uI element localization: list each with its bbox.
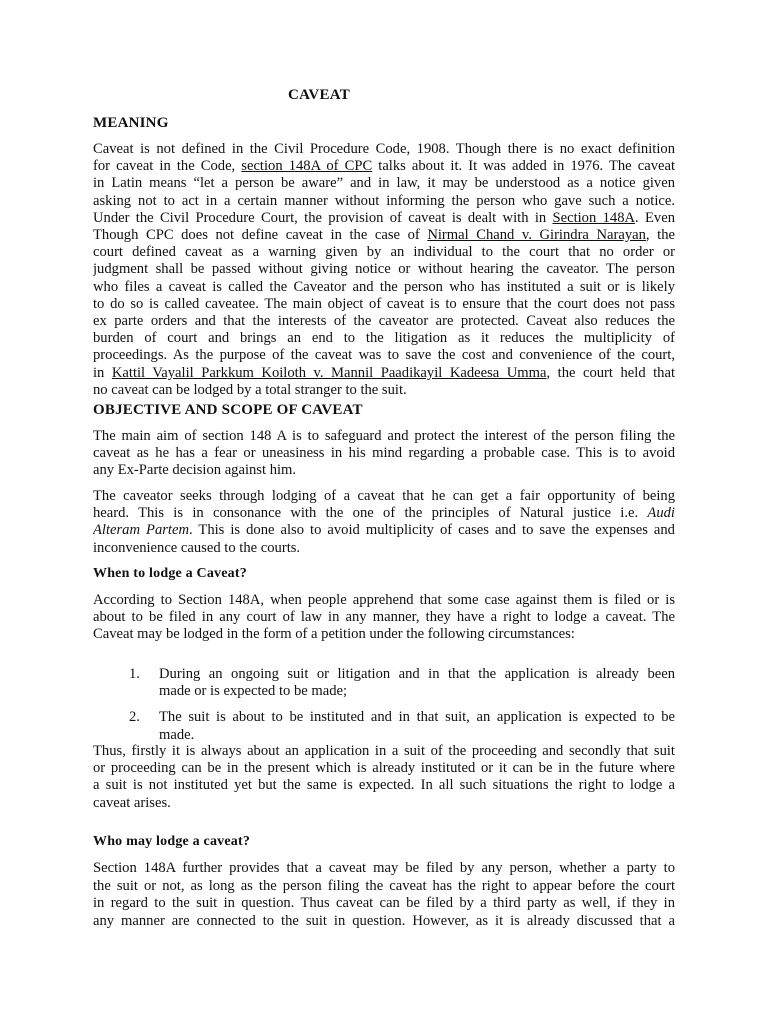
text-line: ex parte orders and that the interests of the caveator are protected. Caveat also reduces the bbox=[93, 313, 675, 330]
text-line: any Ex-Parte decision against him. bbox=[93, 462, 297, 479]
who-paragraph bbox=[93, 860, 675, 930]
meaning-paragraph bbox=[93, 141, 675, 399]
text-line: or proceeding can be in the present which is already instituted or it can be in the future where bbox=[93, 760, 675, 777]
text-line: Thus, firstly it is always about an application in a suit of the proceeding and secondly that suit bbox=[93, 743, 675, 759]
text-line: made or is expected to be made; bbox=[159, 683, 348, 700]
list-number: 1. bbox=[129, 666, 140, 682]
text-line: According to Section 148A, when people apprehend that some case against them is filed or is bbox=[93, 592, 675, 608]
text-line: Section 148A further provides that a caveat may be filed by any person, whether a party to bbox=[93, 860, 675, 876]
link-section-148a-of-cpc[interactable]: section 148A of CPC bbox=[241, 158, 373, 175]
text-line: Though CPC does not define caveat in the case of Nirmal Chand v. Girindra Narayan, the bbox=[93, 227, 675, 244]
text-line: Caveat is not defined in the Civil Procedure Code, 1908. Though there is no exact definition bbox=[93, 141, 675, 157]
text-line: asking not to act in a certain manner without informing the person who gave such a notice. bbox=[93, 192, 675, 209]
text-line: inconvenience caused to the courts. bbox=[93, 539, 301, 556]
text-line: the suit or not, as long as the person filing the caveat has the right to appear before the court bbox=[93, 877, 675, 894]
heading-meaning: MEANING bbox=[93, 115, 169, 131]
latin-phrase: Alteram Partem bbox=[93, 522, 189, 539]
text-line: The suit is about to be instituted and in that suit, an application is expected to be bbox=[159, 709, 675, 726]
text-line: Caveat may be lodged in the form of a petition under the following circumstances: bbox=[93, 626, 575, 643]
text-line: in Kattil Vayalil Parkkum Koiloth v. Mannil Paadikayil Kadeesa Umma, the court held that bbox=[93, 364, 675, 381]
text-line: in Latin means “let a person be aware” and in law, it may be understood as a notice given bbox=[93, 175, 675, 192]
objective-paragraph-1 bbox=[93, 428, 675, 480]
text-line: a suit is not instituted yet but the same is expected. In all such situations the right to lodge a bbox=[93, 777, 675, 794]
text-line: caveat as he has a fear or uneasiness in his mind regarding a probable case. This is to avoid bbox=[93, 445, 675, 462]
link-nirmal-chand-case[interactable]: Nirmal Chand v. Girindra Narayan bbox=[427, 227, 646, 244]
objective-paragraph-2 bbox=[93, 488, 675, 557]
circumstances-list bbox=[93, 666, 675, 744]
heading-when-to-lodge: When to lodge a Caveat? bbox=[93, 566, 247, 581]
latin-phrase: Audi bbox=[647, 505, 675, 522]
list-number: 2. bbox=[129, 709, 140, 726]
link-section-148a[interactable]: Section 148A bbox=[552, 209, 636, 226]
text-line: who files a caveat is called the Caveator and the person who has instituted a suit or is likely bbox=[93, 278, 675, 295]
text-line: caveat arises. bbox=[93, 794, 171, 811]
text-line: no caveat can be lodged by a total stranger to the suit. bbox=[93, 381, 407, 398]
text-line: heard. This is in consonance with the one of the principles of Natural justice i.e. Audi bbox=[93, 505, 675, 522]
text-line: proceedings. As the purpose of the caveat was to save the cost and convenience of the court, bbox=[93, 347, 675, 364]
text-line: judgment shall be passed without giving notice or without hearing the caveator. The person bbox=[93, 261, 675, 278]
link-kattil-vayalil-case[interactable]: Kattil Vayalil Parkkum Koiloth v. Mannil Paadikayil Kadeesa Umma bbox=[111, 364, 547, 381]
document-title: CAVEAT bbox=[288, 87, 351, 103]
text-line: court defined caveat as a warning given by an individual to the court that no order or bbox=[93, 244, 675, 261]
list-item bbox=[129, 666, 675, 700]
heading-who-may-lodge: Who may lodge a caveat? bbox=[93, 834, 251, 849]
text-line: Under the Civil Procedure Court, the provision of caveat is dealt with in Section 148A. Even bbox=[93, 209, 675, 226]
text-line: Alteram Partem. This is done also to avoid multiplicity of cases and to save the expenses and bbox=[93, 522, 675, 539]
text-line: any manner are connected to the suit in question. However, as it is already discussed that a bbox=[93, 912, 675, 929]
text-line: in regard to the suit in question. Thus caveat can be filed by a third party as well, if they in bbox=[93, 895, 675, 911]
text-line: The main aim of section 148 A is to safeguard and protect the interest of the person filing the bbox=[93, 428, 675, 444]
heading-objective: OBJECTIVE AND SCOPE OF CAVEAT bbox=[93, 402, 363, 418]
when-paragraph bbox=[93, 592, 675, 644]
text-line: burden of court and brings an end to the litigation as it reduces the multiplicity of bbox=[93, 330, 675, 347]
list-item bbox=[129, 709, 675, 743]
text-line: to do so is called caveatee. The main object of caveat is to ensure that the court does not pass bbox=[93, 295, 675, 312]
text-line: for caveat in the Code, section 148A of CPC talks about it. It was added in 1976. The caveat bbox=[93, 158, 675, 175]
text-line: about to be filed in any court of law in any manner, they have a right to lodge a caveat. The bbox=[93, 609, 675, 626]
thus-paragraph bbox=[93, 743, 675, 812]
text-line: made. bbox=[159, 726, 195, 743]
text-line: During an ongoing suit or litigation and in that the application is already been bbox=[159, 666, 675, 682]
text-line: The caveator seeks through lodging of a caveat that he can get a fair opportunity of being bbox=[93, 488, 675, 504]
